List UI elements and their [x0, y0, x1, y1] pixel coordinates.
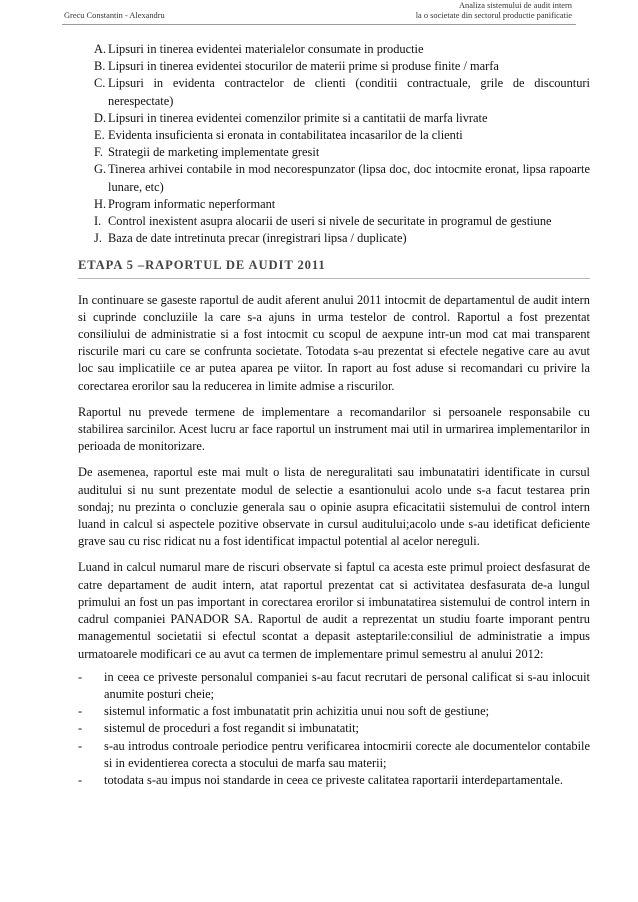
- list-item: [78, 196, 590, 213]
- list-item: [78, 213, 590, 230]
- changes-list: [78, 669, 590, 789]
- list-item-text: Lipsuri in tinerea evidentei comenzilor primite si a cantitatii de marfa livrate: [108, 110, 488, 125]
- dash-bullet: -: [78, 669, 83, 684]
- list-item-letter: A.: [94, 42, 107, 56]
- paragraph: Raportul nu prevede termene de implementare a recomandarilor si persoanele responsabile cu stabilirea sarcinilor. Acest lucru ar face raportul un instrument mai util in urmarirea implementarilor in perioada de monitorizare.: [78, 404, 590, 454]
- list-item: [78, 720, 590, 737]
- section-heading: ETAPA 5 –RAPORTUL DE AUDIT 2011: [78, 257, 590, 278]
- list-item-letter: B.: [94, 59, 106, 74]
- list-item-text: Lipsuri in tinerea evidentei materialelor consumate in productie: [108, 42, 424, 56]
- list-item-text: Baza de date intretinuta precar (inregistrari lipsa / duplicate): [108, 231, 407, 246]
- header-title-line-2: la o societate din sectorul productie panificatie: [415, 11, 572, 20]
- header-title-line-1: Analiza sistemului de audit intern: [458, 1, 572, 10]
- header-document-title: [416, 1, 572, 21]
- list-item: [78, 144, 590, 161]
- list-item: [78, 703, 590, 720]
- list-item: [78, 738, 590, 772]
- header-author: Grecu Constantin - Alexandru: [64, 11, 165, 20]
- list-item-text: sistemul de proceduri a fost regandit si imbunatatit;: [104, 721, 359, 736]
- paragraph: Luand in calcul numarul mare de riscuri observate si faptul ca acesta este primul proiect desfasurat de catre departament de audit intern, atat raportul prezentat cat si activitatea desfasurata de-a lungul primului an fost un pas important in corectarea erorilor si imbunatatirea sistemului de control intern in cadrul companiei PANADOR SA. Raportul de audit a reprezentat un studiu foarte imporant pentru managementul societatii si efectul scontat a depasit asteptarile:consiliul de administratie a impus urmatoarele modificari ce au avut ca termen de implementare primul semestru al anului 2012:: [78, 560, 590, 661]
- list-item-text: s-au introdus controale periodice pentru verificarea intocmirii corecte ale documentelor contabile si in evidentierea corecta a stocului de marfa sau materii;: [104, 738, 590, 770]
- list-item: [78, 41, 590, 58]
- list-item-text: in ceea ce priveste personalul companiei s-au facut recrutari de personal calificat si s-au inlocuit anumite posturi cheie;: [104, 669, 590, 701]
- list-item-text: Program informatic neperformant: [108, 196, 276, 211]
- list-item-text: Evidenta insuficienta si eronata in contabilitatea incasarilor de la clienti: [108, 128, 463, 143]
- list-item-text: Control inexistent asupra alocarii de useri si nivele de securitate in programul de gestiune: [108, 214, 552, 229]
- risk-list: [78, 41, 590, 247]
- list-item-letter: J.: [94, 231, 102, 246]
- list-item-text: sistemul informatic a fost imbunatatit prin achizitia unui nou soft de gestiune;: [104, 704, 490, 719]
- list-item: [78, 58, 590, 75]
- list-item-text: Lipsuri in evidenta contractelor de clienti (conditii contractuale, grile de discounturi nerespectate): [108, 76, 590, 108]
- dash-bullet: -: [78, 721, 83, 736]
- list-item: [78, 127, 590, 144]
- paragraph: De asemenea, raportul este mai mult o lista de nereguralitati sau imbunatatiri identificate in cursul auditului si nu sunt prezentate modul de selectie a esantionului acolo unde s-a facut testarea prin sondaj; nu prezinta o concluzie generala sau o opinie asupra eficacitatii sistemului de control intern luand in calcul si aspectele pozitive observate in cursul auditului;acolo unde s-au idetificat deficiente grave sau cu risc ridicat nu a fost identificat impactul potential al acelor nereguli.: [78, 465, 590, 549]
- list-item-letter: I.: [94, 214, 102, 229]
- list-item-letter: F.: [94, 145, 103, 160]
- dash-bullet: -: [78, 772, 83, 787]
- dash-bullet: -: [78, 738, 83, 753]
- list-item-text: totodata s-au impus noi standarde in ceea ce priveste calitatea raportarii interdepartamentale.: [104, 772, 563, 787]
- dash-bullet: -: [78, 704, 83, 719]
- list-item-letter: C.: [94, 76, 106, 91]
- header-divider: [62, 24, 576, 25]
- list-item: [78, 772, 590, 789]
- list-item: [78, 110, 590, 127]
- list-item-letter: G.: [94, 162, 107, 177]
- page-content: [78, 41, 590, 789]
- list-item-text: Lipsuri in tinerea evidentei stocurilor de materii prime si produse finite / marfa: [108, 59, 499, 74]
- paragraph: In continuare se gaseste raportul de audit aferent anului 2011 intocmit de departamentul de audit intern si cuprinde concluziile la care s-a ajuns in urma testelor de control. Raportul a fost prezentat consiliului de administratie si a fost intocmit cu scopul de aexpune intr-un mod cat mai transparent riscurile mari cu care se confrunta societate. Totodata s-au prezentat si efectele negative care au avut loc sau implicatiile ce ar putea aparea pe viitor. In raport au fost aduse si recomandari cu privire la corectarea erorilor sau la reducerea in limite admise a riscurilor.: [78, 292, 590, 393]
- list-item: [78, 75, 590, 109]
- list-item-letter: E.: [94, 128, 105, 143]
- list-item: [78, 161, 590, 195]
- list-item: [78, 230, 590, 247]
- list-item-text: Strategii de marketing implementate gresit: [108, 145, 320, 160]
- list-item-letter: D.: [94, 110, 107, 125]
- list-item-text: Tinerea arhivei contabile in mod necorespunzator (lipsa doc, doc intocmite eronat, lipsa rapoarte lunare, etc): [108, 162, 590, 194]
- list-item-letter: H.: [94, 196, 107, 211]
- list-item: [78, 669, 590, 703]
